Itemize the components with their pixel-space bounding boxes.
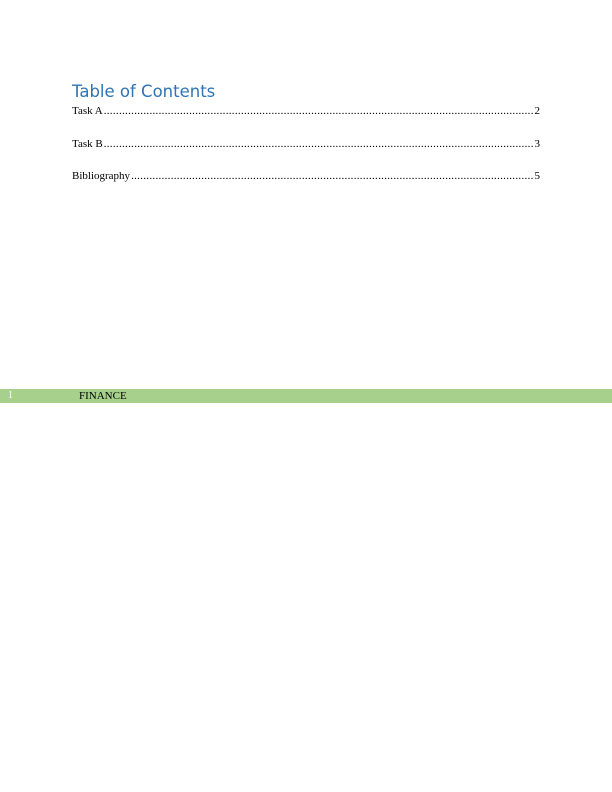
footer-page-number: 1: [8, 390, 13, 401]
toc-entry-task-b[interactable]: [72, 136, 540, 152]
toc-dot-leader: [104, 136, 534, 152]
toc-entry-task-a[interactable]: [72, 103, 540, 119]
toc-entry-label: Bibliography: [72, 170, 131, 182]
toc-dot-leader: [131, 168, 533, 184]
toc-entry-page: 2: [534, 105, 540, 117]
toc-entry-bibliography[interactable]: [72, 168, 540, 184]
footer-band: [0, 389, 612, 403]
toc-entry-page: 3: [534, 137, 540, 150]
toc-entry-label: Task B: [72, 137, 103, 150]
toc-entry-page: 5: [534, 170, 540, 182]
toc-heading: Table of Contents: [72, 82, 216, 101]
toc-dot-leader: [104, 103, 534, 119]
footer-title: FINANCE: [79, 390, 127, 402]
toc-list: [72, 103, 540, 201]
toc-entry-label: Task A: [72, 105, 103, 117]
